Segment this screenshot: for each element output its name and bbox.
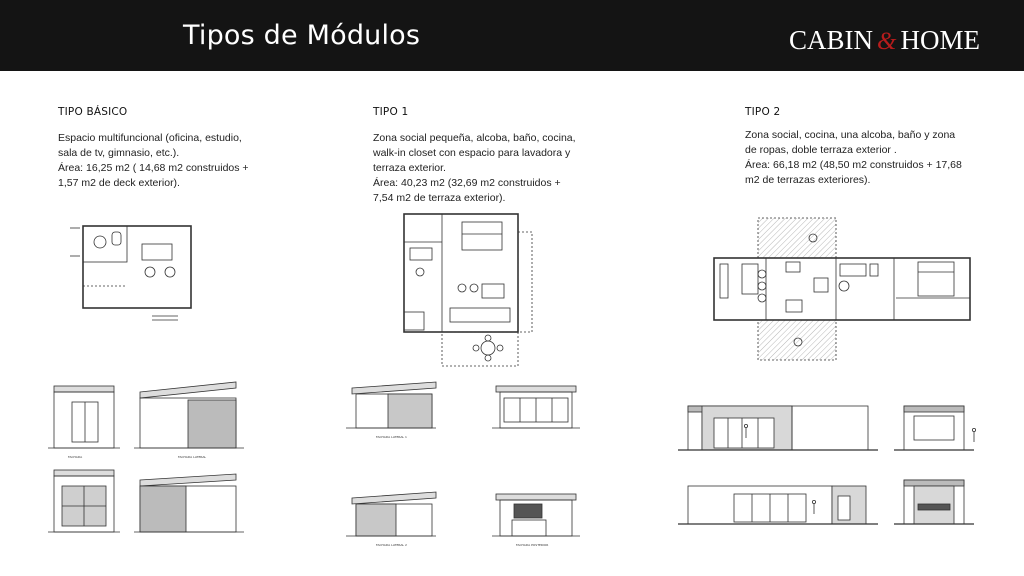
page-title: Tipos de Módulos: [183, 20, 421, 51]
cabin-home-logo: [789, 25, 980, 56]
tipo-2-desc-text: Zona social, cocina, una alcoba, baño y zona de ropas, doble terraza exterior .: [745, 129, 956, 156]
tipo-1-desc-text: Zona social pequeña, alcoba, baño, cocina, walk-in closet con espacio para lavadora y terraza exterior.: [373, 132, 576, 174]
header-bar: [0, 0, 1024, 71]
tipo-1-description: [373, 131, 583, 206]
svg-text:FACHADA: FACHADA: [68, 455, 83, 459]
svg-text:FACHADA POSTERIOR: FACHADA POSTERIOR: [516, 543, 549, 547]
logo-word-cabin: CABIN: [789, 25, 874, 55]
tipo-1-floor-plan: [402, 212, 542, 368]
tipo-2-floor-plan: [708, 216, 978, 362]
logo-ampersand: &: [877, 28, 897, 55]
tipo-basico-elevations: [48, 376, 268, 541]
tipo-2-description: [745, 128, 969, 188]
tipo-basico-description: [58, 131, 254, 191]
tipo-2-area: Área: 66,18 m2 (48,50 m2 construidos + 17,68 m2 de terrazas exteriores).: [745, 159, 962, 186]
tipo-basico-area: Área: 16,25 m2 ( 14,68 m2 construidos + 1,57 m2 de deck exterior).: [58, 162, 249, 189]
svg-text:FACHADA LATERAL 2: FACHADA LATERAL 2: [376, 543, 407, 547]
tipo-2-title: TIPO 2: [745, 106, 781, 118]
tipo-1-title: TIPO 1: [373, 106, 409, 118]
tipo-1-area: Área: 40,23 m2 (32,69 m2 construidos + 7,54 m2 de terraza exterior).: [373, 177, 561, 204]
tipo-basico-floor-plan: [70, 216, 210, 324]
tipo-2-elevations: [678, 400, 998, 532]
logo-word-home: HOME: [900, 25, 980, 55]
tipo-1-elevations: [336, 376, 586, 554]
svg-text:FACHADA LATERAL: FACHADA LATERAL: [178, 455, 207, 459]
svg-text:FACHADA LATERAL 1: FACHADA LATERAL 1: [376, 435, 407, 439]
tipo-basico-title: TIPO BÁSICO: [58, 106, 128, 118]
tipo-basico-desc-text: Espacio multifuncional (oficina, estudio, sala de tv, gimnasio, etc.).: [58, 132, 242, 159]
